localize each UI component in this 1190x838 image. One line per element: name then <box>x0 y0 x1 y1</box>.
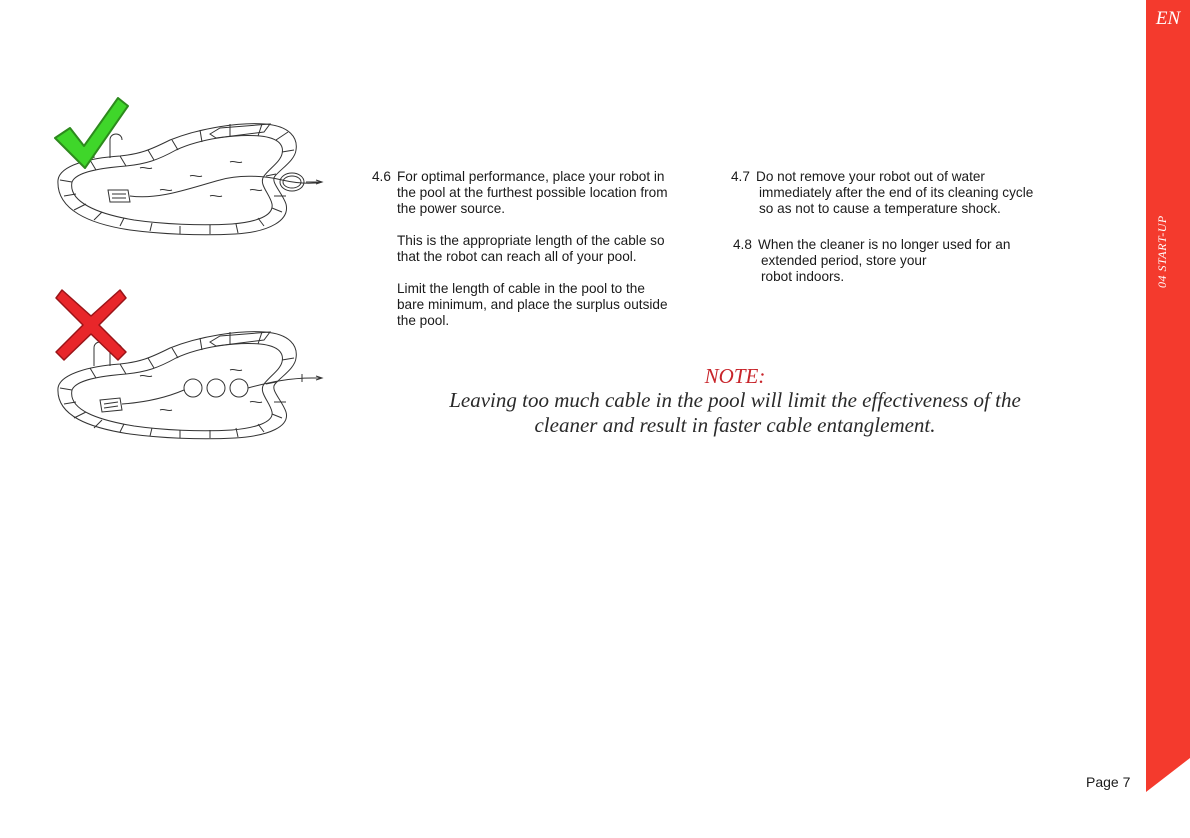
note-heading: NOTE: <box>704 364 766 388</box>
text-line: so as not to cause a temperature shock. <box>759 201 1001 216</box>
section-4-7 <box>731 169 1091 217</box>
text-line: This is the appropriate length of the cable so <box>397 233 665 248</box>
note-line: cleaner and result in faster cable entanglement. <box>534 413 936 437</box>
section-number: 4.7 <box>731 169 750 184</box>
section-number: 4.8 <box>733 237 752 252</box>
text-line: Do not remove your robot out of water <box>756 169 985 184</box>
section-4-6-paragraph-3 <box>397 281 668 329</box>
section-4-8 <box>733 237 1093 285</box>
language-tag: EN <box>1155 8 1181 29</box>
text-line: the power source. <box>397 201 506 216</box>
text-line: immediately after the end of its cleaning cycle <box>759 185 1034 200</box>
text-line: the pool. <box>397 313 450 328</box>
text-line: Limit the length of cable in the pool to the <box>397 281 645 296</box>
text-line: When the cleaner is no longer used for an <box>758 237 1011 252</box>
text-line: that the robot can reach all of your pool. <box>397 249 637 264</box>
section-number: 4.6 <box>372 169 391 184</box>
section-title: 04 START-UP <box>1155 215 1169 288</box>
check-icon <box>52 94 130 174</box>
text-line: extended period, store your <box>761 253 927 268</box>
text-line: robot indoors. <box>761 269 845 284</box>
text-line: the pool at the furthest possible location from <box>397 185 668 200</box>
section-4-6 <box>372 169 722 217</box>
cross-icon <box>54 288 128 362</box>
text-line: bare minimum, and place the surplus outside <box>397 297 668 312</box>
section-4-6-paragraph-2 <box>397 233 665 265</box>
page-number: Page 7 <box>1086 774 1131 790</box>
sidebar-band <box>1146 0 1190 838</box>
text-line: For optimal performance, place your robot in <box>397 169 665 184</box>
note-block <box>360 364 1110 438</box>
note-line: Leaving too much cable in the pool will limit the effectiveness of the <box>449 388 1021 412</box>
